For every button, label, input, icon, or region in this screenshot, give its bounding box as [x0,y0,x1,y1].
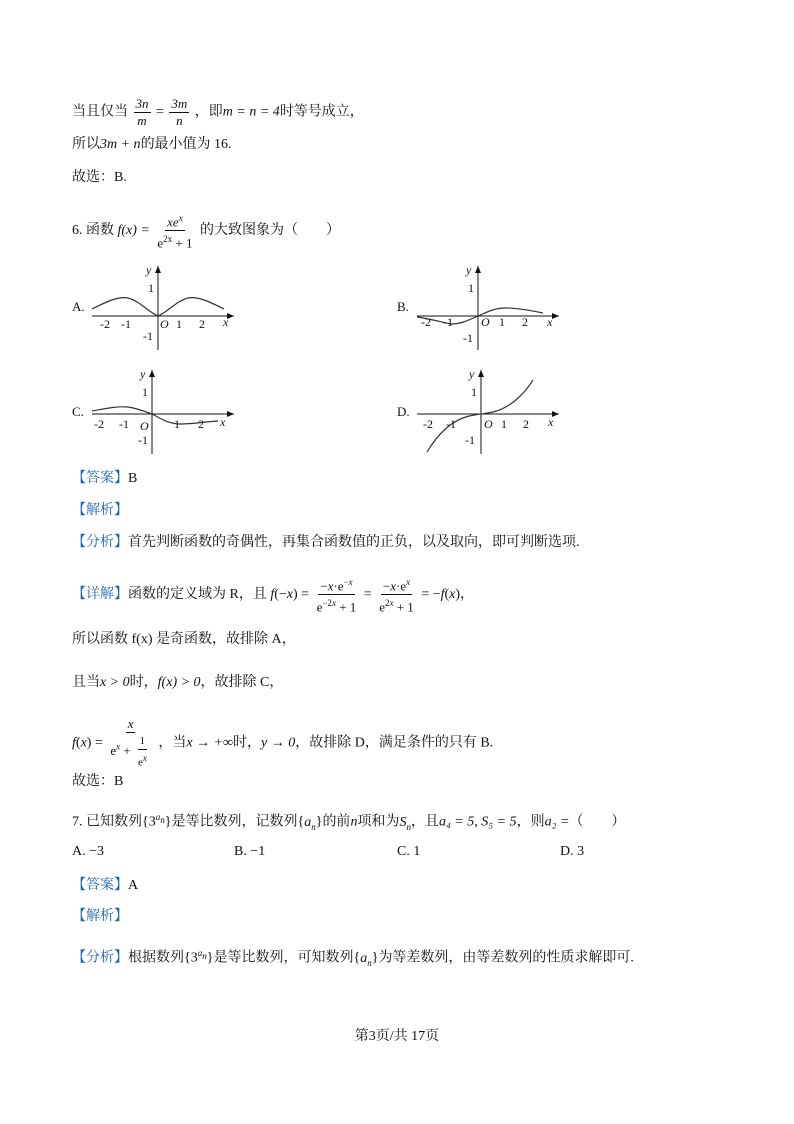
svg-text:O: O [481,315,490,329]
svg-text:-1: -1 [446,417,456,431]
svg-text:-1: -1 [443,315,453,329]
svg-text:-2: -2 [94,417,104,431]
svg-text:y: y [146,263,152,277]
question-6: 6. 函数 f(x) = $\frac{xe^x}{e^{2x} + 1}$ 的大致图象为（ ） [72,210,340,252]
graph-b [413,262,563,352]
graph-d [413,366,563,456]
svg-text:x: x [547,315,553,329]
svg-text:y: y [140,367,146,381]
choose-line-1: 故选：B. [72,170,127,185]
svg-text:1: 1 [176,317,182,331]
svg-text:-1: -1 [119,417,129,431]
svg-text:-2: -2 [421,315,431,329]
graph-c [88,366,238,456]
svg-text:y: y [466,263,472,277]
answer-7: 【答案】A [72,878,139,893]
answer-6: 【答案】B [72,471,138,486]
equality-condition-line: 当且仅当 $\frac{3n}{m}$ = $\frac{3m}{n}$ ，即m = n = 4时等号成立， [72,96,364,128]
svg-text:-1: -1 [138,433,148,447]
svg-text:1: 1 [174,417,180,431]
svg-text:-2: -2 [423,417,433,431]
analysis-tag-6: 【解析】 [72,503,128,518]
limit-line: f(x) = x $e^x$ + $\frac{1}{e^x}$ ，当x → +∞时，y → 0，故排除 D，满足条件的只有 B. [72,716,494,769]
graph-a-label: A. [72,299,85,314]
svg-text:-2: -2 [100,317,110,331]
svg-text:O: O [160,317,169,331]
q7-choice-b: B. −1 [234,844,266,859]
page-footer: 第3页/共 17页 [354,1029,440,1044]
graph-c-label: C. [72,404,84,419]
analysis-tag-7: 【解析】 [72,909,128,924]
svg-text:x: x [220,415,226,429]
q7-choice-c: C. 1 [397,844,421,859]
svg-text:O: O [140,419,149,433]
svg-text:2: 2 [523,417,529,431]
svg-text:1: 1 [501,417,507,431]
svg-text:1: 1 [468,281,474,295]
graph-a [88,262,238,352]
q7-choice-a: A. −3 [72,844,105,859]
fenxi-6: 【分析】首先判断函数的奇偶性，再集合函数值的正负，以及取向，即可判断选项. [72,535,580,550]
svg-text:1: 1 [471,385,477,399]
fenxi-7: 【分析】根据数列$\{3^{a_n}\}$是等比数列，可知数列$\{a_n\}$为等差数列，由等差数列的性质求解即可. [72,948,634,968]
svg-text:1: 1 [142,385,148,399]
graph-b-label: B. [397,299,409,314]
svg-text:-1: -1 [121,317,131,331]
svg-text:O: O [484,417,493,431]
svg-text:-1: -1 [463,331,473,345]
svg-text:2: 2 [199,317,205,331]
svg-text:-1: -1 [143,329,153,343]
svg-text:1: 1 [499,315,505,329]
svg-text:2: 2 [198,417,204,431]
graph-d-label: D. [397,404,410,419]
svg-text:y: y [469,367,475,381]
min-value-line: 所以3m + n的最小值为 16. [72,137,232,152]
svg-text:x: x [223,315,229,329]
q7-choice-d: D. 3 [560,844,585,859]
svg-text:x: x [548,415,554,429]
question-7: 7. 已知数列$\{3^{a_n}\}$是等比数列，记数列$\{a_n\}$的前n项和为$S_n$，且a₄ = 5, S₅ = 5，则a₂ =（ ） [72,812,626,832]
choose-line-2: 故选：B [72,774,124,789]
svg-text:-1: -1 [465,433,475,447]
svg-text:1: 1 [148,281,154,295]
xiangjie-6: 【详解】函数的定义域为 R，且 f(−x) = $\frac{-x\cdot e^{-x}}{e^{-2x} + 1}$ = $\frac{-x\cdot e^x}{e^{2x} + 1}$ = −f(x)， [72,574,474,616]
positive-line: 且当x > 0时，f(x) > 0，故排除 C， [72,675,284,690]
odd-function-line: 所以函数 f(x) 是奇函数，故排除 A， [72,632,296,647]
svg-text:2: 2 [522,315,528,329]
